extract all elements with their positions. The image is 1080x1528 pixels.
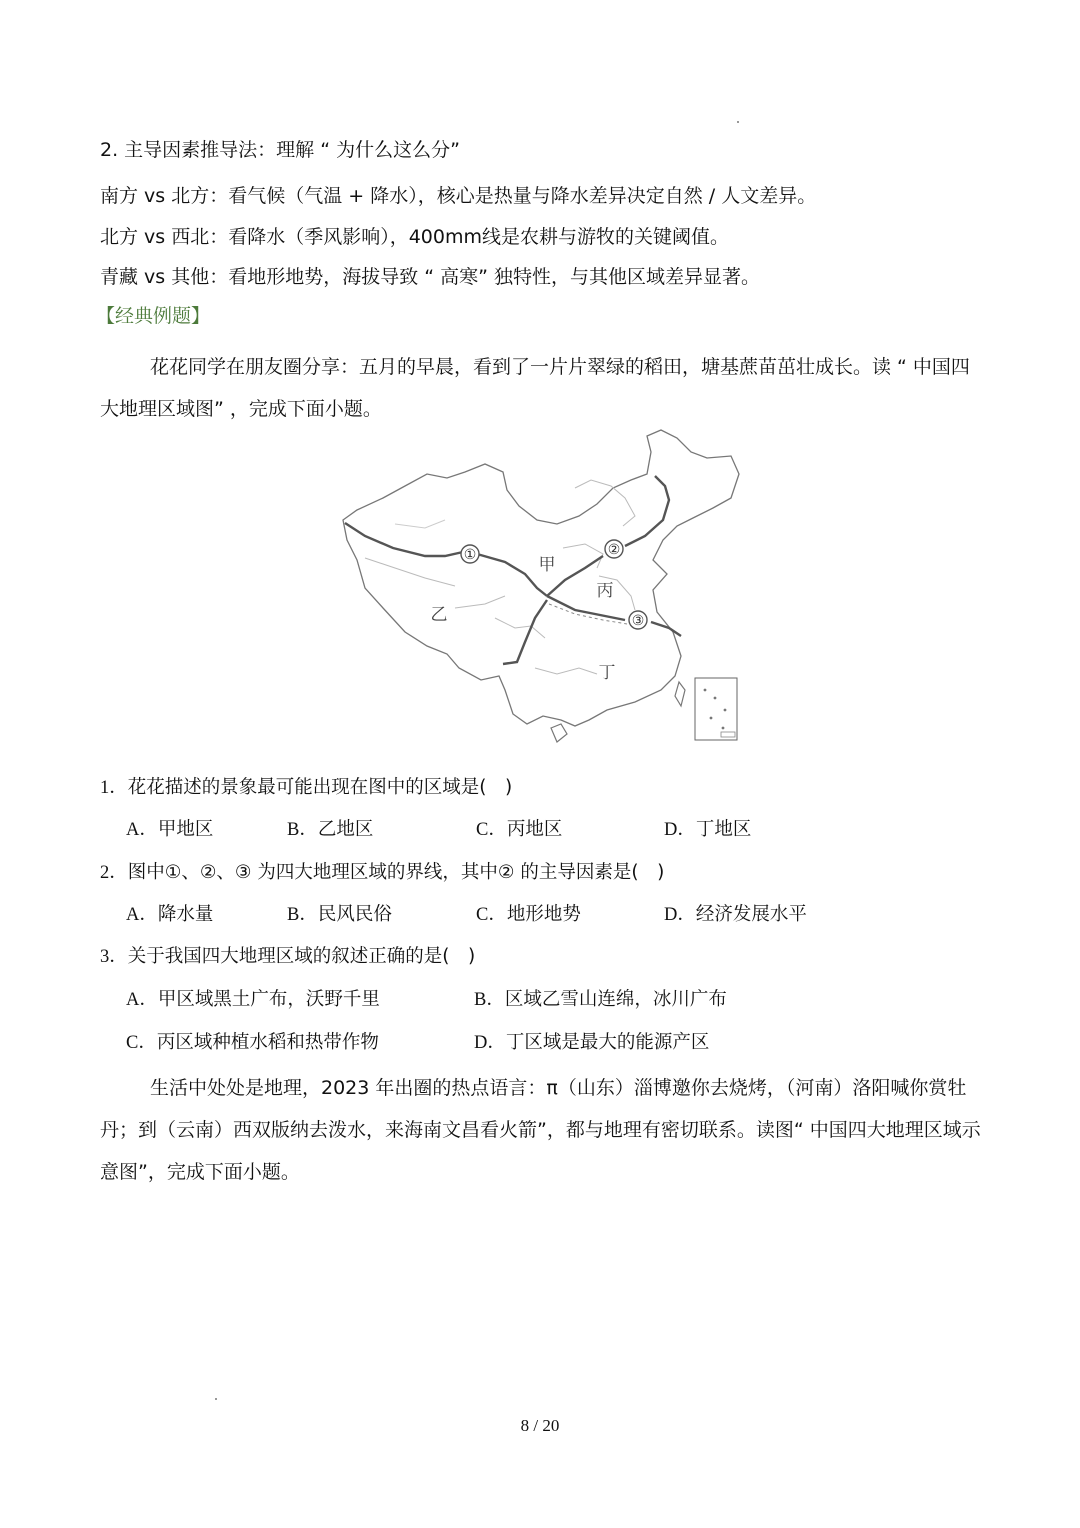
- option-a[interactable]: A．降水量: [126, 904, 214, 925]
- intro-paragraph-2: 生活中处处是地理，2023 年出圈的热点语言：π（山东）淄博邀你去烧烤，（河南）洛阳喊你赏牡丹；到（云南）西双版纳去泼水，来海南文昌看火箭”，都与地理有密切联系。读图“ 中国四大地理区域示意图”，完成下面小题。: [100, 1077, 981, 1183]
- question-1: 1．花花描述的景象最可能出现在图中的区域是( ): [100, 777, 513, 798]
- option-c[interactable]: C．丙地区: [476, 819, 563, 840]
- boundary-line-1: [345, 523, 463, 556]
- boundary-tibet: [503, 600, 547, 664]
- question-text: 图中①、②、③ 为四大地理区域的界线，其中② 的主导因素是( ): [127, 862, 665, 883]
- region-label-bing: 丙: [596, 581, 614, 601]
- label-line-1: ①: [463, 548, 477, 563]
- text-line: 南方 vs 北方：看气候（气温 + 降水），核心是热量与降水差异决定自然 / 人文差异。: [100, 185, 817, 207]
- question-text: 花花描述的景象最可能出现在图中的区域是( ): [127, 777, 513, 798]
- option-d[interactable]: D．经济发展水平: [664, 904, 807, 925]
- question-number: 3: [100, 947, 110, 967]
- scan-speck: [737, 121, 739, 123]
- china-regions-map: [335, 428, 745, 758]
- text-line: 北方 vs 西北：看降水（季风影响），400mm线是农耕与游牧的关键阈值。: [100, 226, 730, 248]
- page-number: 8 / 20: [520, 1416, 560, 1435]
- label-line-3: ③: [631, 614, 645, 629]
- country-outline: [343, 430, 739, 726]
- example-tag: 【经典例题】: [96, 305, 211, 327]
- question-number: 2: [100, 863, 110, 883]
- question-number: 1: [100, 778, 110, 798]
- question-3: 3．关于我国四大地理区域的叙述正确的是( ): [100, 946, 476, 967]
- hainan-island: [551, 724, 567, 742]
- option-a[interactable]: A．甲地区: [126, 819, 214, 840]
- intro-paragraph-1: 花花同学在朋友圈分享：五月的早晨，看到了一片片翠绿的稻田，塘基蔗苗茁壮成长。读 “ 中国四大地理区域图” ，完成下面小题。: [100, 356, 970, 420]
- question-2: 2．图中①、②、③ 为四大地理区域的界线，其中② 的主导因素是( ): [100, 862, 665, 883]
- label-line-2: ②: [607, 543, 621, 558]
- section-heading: 2. 主导因素推导法：理解 “ 为什么这么分”: [100, 139, 460, 161]
- option-d[interactable]: D．丁地区: [664, 819, 752, 840]
- option-b[interactable]: B．区域乙雪山连绵，冰川广布: [474, 989, 727, 1010]
- region-label-jia: 甲: [538, 555, 556, 575]
- south-china-sea-inset: [695, 678, 737, 740]
- option-b[interactable]: B．民风民俗: [287, 904, 392, 925]
- region-label-ding: 丁: [598, 663, 616, 683]
- option-a[interactable]: A．甲区域黑土广布，沃野千里: [126, 989, 380, 1010]
- region-label-yi: 乙: [430, 605, 448, 625]
- text-line: 青藏 vs 其他：看地形地势，海拔导致 “ 高寒” 独特性，与其他区域差异显著。: [100, 266, 761, 288]
- option-c[interactable]: C．丙区域种植水稻和热带作物: [126, 1032, 379, 1053]
- taiwan-island: [675, 682, 685, 706]
- option-b[interactable]: B．乙地区: [287, 819, 374, 840]
- question-text: 关于我国四大地理区域的叙述正确的是( ): [127, 946, 476, 967]
- scan-speck: [215, 1398, 217, 1400]
- option-c[interactable]: C．地形地势: [476, 904, 581, 925]
- option-d[interactable]: D．丁区域是最大的能源产区: [474, 1032, 710, 1053]
